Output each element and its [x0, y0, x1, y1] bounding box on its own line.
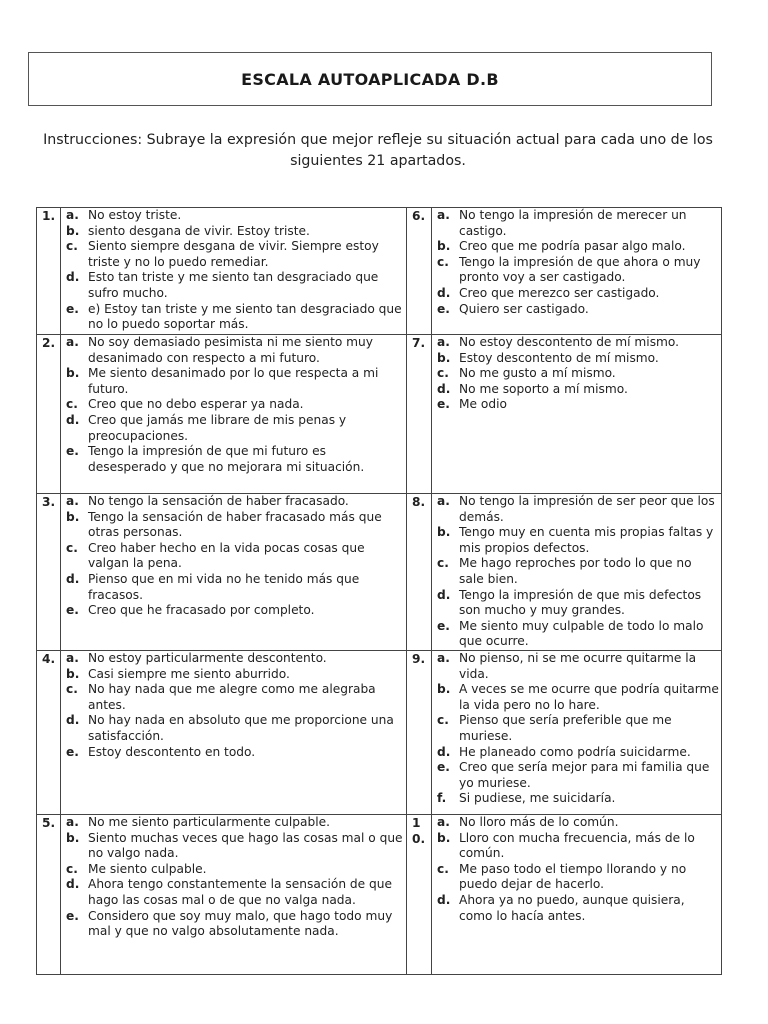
option-row[interactable]: [437, 619, 719, 650]
option-letter: a.: [66, 494, 79, 508]
option-text: e) Estoy tan triste y me siento tan desgraciado que no lo puedo soportar más.: [88, 301, 402, 332]
option-row[interactable]: [66, 366, 404, 397]
item-options: [432, 208, 722, 335]
option-row[interactable]: [66, 667, 404, 683]
option-row[interactable]: [437, 791, 719, 807]
item-number: 3.: [37, 494, 61, 651]
option-row[interactable]: [66, 603, 404, 619]
option-text: No pienso, ni se me ocurre quitarme la vida.: [459, 651, 697, 681]
option-text: No estoy descontento de mí mismo.: [459, 335, 680, 349]
option-row[interactable]: [437, 382, 719, 398]
option-row[interactable]: [437, 682, 719, 713]
item-options: [61, 208, 407, 335]
option-text: Me odio: [459, 397, 507, 412]
option-letter: b.: [66, 509, 80, 524]
option-text: Lloro con mucha frecuencia, más de lo común.: [459, 830, 695, 861]
option-letter: a.: [66, 815, 79, 829]
option-row[interactable]: [66, 494, 404, 510]
option-letter: c.: [437, 254, 449, 269]
option-letter: b.: [66, 223, 80, 238]
option-text: Pienso que en mi vida no he tenido más que fracasos.: [88, 571, 360, 602]
option-text: Creo que jamás me librare de mis penas y preocupaciones.: [88, 412, 347, 443]
option-letter: a.: [66, 651, 79, 665]
option-text: No estoy triste.: [88, 208, 182, 222]
option-text: No tengo la sensación de haber fracasado.: [88, 494, 349, 508]
option-text: No hay nada que me alegre como me alegraba antes.: [88, 682, 376, 712]
option-letter: d.: [437, 587, 451, 602]
option-row[interactable]: [66, 541, 404, 572]
option-letter: e.: [66, 744, 79, 759]
option-text: Tengo muy en cuenta mis propias faltas y mis propios defectos.: [459, 525, 714, 555]
option-row[interactable]: [437, 651, 719, 682]
option-letter: c.: [66, 397, 78, 412]
option-row[interactable]: [437, 302, 719, 318]
option-letter: c.: [66, 239, 78, 254]
option-letter: f.: [437, 791, 447, 806]
option-row[interactable]: [66, 651, 404, 667]
option-row[interactable]: [437, 745, 719, 761]
option-text: Ahora tengo constantemente la sensación de que hago las cosas mal o de que no valga nada.: [88, 877, 392, 907]
item-options: [432, 335, 722, 494]
option-text: Siento siempre desgana de vivir. Siempre estoy triste y no lo puedo remediar.: [88, 239, 379, 269]
option-text: Tengo la impresión de que mis defectos son mucho y muy grandes.: [459, 587, 702, 618]
option-row[interactable]: [437, 286, 719, 302]
option-text: No soy demasiado pesimista ni me siento muy desanimado con respecto a mi futuro.: [88, 335, 373, 365]
option-text: siento desgana de vivir. Estoy triste.: [88, 223, 310, 238]
option-letter: e.: [437, 760, 450, 775]
item-options: [61, 651, 407, 815]
table-row: [37, 494, 722, 651]
option-text: No lloro más de lo común.: [459, 815, 619, 829]
option-letter: d.: [437, 285, 451, 300]
option-row[interactable]: [437, 494, 719, 525]
option-text: Tengo la impresión de que mi futuro es desesperado y que no mejorara mi situación.: [88, 444, 365, 474]
option-text: No me siento particularmente culpable.: [88, 815, 330, 829]
table-row: [37, 208, 722, 335]
item-number: 5.: [37, 815, 61, 975]
option-row[interactable]: [437, 335, 719, 351]
option-text: Pienso que sería preferible que me muriese.: [459, 713, 672, 743]
option-row[interactable]: [437, 893, 719, 924]
option-row[interactable]: [437, 713, 719, 744]
option-text: Me siento muy culpable de todo lo malo que ocurre.: [459, 618, 704, 649]
option-letter: a.: [437, 335, 450, 349]
option-text: Ahora ya no puedo, aunque quisiera, como lo hacía antes.: [459, 892, 685, 923]
item-number: 9.: [407, 651, 432, 815]
option-row[interactable]: [437, 351, 719, 367]
option-row[interactable]: [66, 745, 404, 761]
option-row[interactable]: [437, 760, 719, 791]
item-options: [432, 815, 722, 975]
option-row[interactable]: [437, 556, 719, 587]
option-text: Me siento desanimado por lo que respecta a mi futuro.: [88, 366, 379, 396]
option-text: Creo haber hecho en la vida pocas cosas que valgan la pena.: [88, 540, 365, 571]
option-letter: b.: [66, 366, 80, 381]
option-letter: a.: [437, 494, 450, 508]
option-row[interactable]: [66, 413, 404, 444]
item-number: 6.: [407, 208, 432, 335]
option-row[interactable]: [66, 224, 404, 240]
item-options: [432, 651, 722, 815]
option-text: No tengo la impresión de ser peor que los demás.: [459, 494, 715, 524]
option-row[interactable]: [437, 815, 719, 831]
option-text: Si pudiese, me suicidaría.: [459, 791, 616, 806]
option-text: Creo que merezco ser castigado.: [459, 285, 660, 300]
option-row[interactable]: [437, 255, 719, 286]
option-letter: a.: [437, 651, 450, 665]
option-row[interactable]: [66, 815, 404, 831]
item-number: 10.: [407, 815, 432, 975]
title-box: [28, 52, 712, 106]
option-row[interactable]: [66, 862, 404, 878]
option-row[interactable]: [66, 239, 404, 270]
option-letter: b.: [437, 682, 451, 697]
option-text: No hay nada en absoluto que me proporcione una satisfacción.: [88, 713, 394, 743]
item-options: [61, 494, 407, 651]
option-letter: e.: [66, 603, 79, 618]
option-row[interactable]: [66, 302, 404, 333]
option-row[interactable]: [66, 510, 404, 541]
option-letter: d.: [66, 877, 80, 892]
option-letter: d.: [437, 892, 451, 907]
instructions-text: Instrucciones: Subraye la expresión que mejor refleje su situación actual para cada uno de los siguientes 21 apartados.: [43, 132, 713, 169]
option-letter: d.: [66, 412, 80, 427]
option-letter: d.: [437, 744, 451, 759]
option-text: Creo que sería mejor para mi familia que yo muriese.: [459, 760, 710, 790]
option-letter: c.: [66, 682, 78, 697]
item-number: 8.: [407, 494, 432, 651]
option-text: Tengo la impresión de que ahora o muy pronto voy a ser castigado.: [459, 254, 701, 285]
option-text: Estoy descontento de mí mismo.: [459, 350, 659, 365]
scale-table: [36, 207, 722, 975]
option-letter: d.: [66, 713, 80, 728]
option-text: Me hago reproches por todo lo que no sale bien.: [459, 556, 692, 586]
option-text: Estoy descontento en todo.: [88, 744, 256, 759]
option-row[interactable]: [437, 366, 719, 382]
option-letter: b.: [437, 830, 451, 845]
option-text: No me soporto a mí mismo.: [459, 381, 628, 396]
option-letter: b.: [437, 350, 451, 365]
option-row[interactable]: [437, 239, 719, 255]
option-text: Creo que me podría pasar algo malo.: [459, 239, 686, 254]
option-row[interactable]: [66, 335, 404, 366]
option-row[interactable]: [437, 397, 719, 413]
option-letter: d.: [66, 270, 80, 285]
option-row[interactable]: [437, 831, 719, 862]
option-text: He planeado como podría suicidarme.: [459, 744, 691, 759]
item-options: [61, 815, 407, 975]
option-letter: c.: [437, 861, 449, 876]
option-row[interactable]: [66, 909, 404, 940]
option-letter: c.: [437, 556, 449, 571]
option-text: Siento muchas veces que hago las cosas mal o que no valgo nada.: [88, 830, 403, 861]
option-row[interactable]: [66, 713, 404, 744]
option-letter: d.: [437, 381, 451, 396]
option-letter: c.: [66, 861, 78, 876]
option-letter: b.: [66, 830, 80, 845]
option-row[interactable]: [66, 682, 404, 713]
option-row[interactable]: [66, 444, 404, 475]
item-options: [61, 335, 407, 494]
option-text: Me paso todo el tiempo llorando y no puedo dejar de hacerlo.: [459, 861, 687, 892]
option-row[interactable]: [66, 397, 404, 413]
option-row[interactable]: [437, 525, 719, 556]
option-letter: e.: [66, 301, 79, 316]
item-options: [432, 494, 722, 651]
option-row[interactable]: [66, 831, 404, 862]
option-letter: e.: [437, 618, 450, 633]
option-row[interactable]: [437, 862, 719, 893]
option-row[interactable]: [437, 588, 719, 619]
option-letter: b.: [66, 666, 80, 681]
option-letter: c.: [437, 366, 449, 381]
option-text: A veces se me ocurre que podría quitarme la vida pero no lo hare.: [459, 682, 719, 712]
option-letter: e.: [66, 908, 79, 923]
option-text: Esto tan triste y me siento tan desgraciado que sufro mucho.: [88, 270, 379, 300]
option-letter: a.: [437, 815, 450, 829]
option-row[interactable]: [66, 270, 404, 301]
option-row[interactable]: [66, 877, 404, 908]
item-number: 7.: [407, 335, 432, 494]
option-text: No tengo la impresión de merecer un castigo.: [459, 208, 687, 238]
option-letter: b.: [437, 239, 451, 254]
table-row: [37, 335, 722, 494]
option-letter: d.: [66, 571, 80, 586]
option-text: No me gusto a mí mismo.: [459, 366, 616, 381]
item-number: 4.: [37, 651, 61, 815]
option-text: Quiero ser castigado.: [459, 301, 589, 316]
option-letter: e.: [437, 301, 450, 316]
option-row[interactable]: [66, 208, 404, 224]
table-row: [37, 651, 722, 815]
option-text: Me siento culpable.: [88, 861, 207, 876]
item-number: 2.: [37, 335, 61, 494]
table-row: [37, 815, 722, 975]
option-text: Casi siempre me siento aburrido.: [88, 666, 290, 681]
option-text: No estoy particularmente descontento.: [88, 651, 327, 665]
option-text: Creo que he fracasado por completo.: [88, 603, 315, 618]
document-title: ESCALA AUTOAPLICADA D.B: [241, 69, 499, 89]
option-letter: a.: [66, 208, 79, 222]
option-text: Creo que no debo esperar ya nada.: [88, 397, 304, 412]
item-number: 1.: [37, 208, 61, 335]
option-text: Tengo la sensación de haber fracasado más que otras personas.: [88, 509, 382, 540]
option-letter: e.: [66, 444, 79, 459]
option-letter: b.: [437, 525, 451, 540]
option-letter: a.: [66, 335, 79, 349]
option-row[interactable]: [66, 572, 404, 603]
option-row[interactable]: [437, 208, 719, 239]
option-letter: e.: [437, 397, 450, 412]
option-letter: a.: [437, 208, 450, 222]
option-letter: c.: [66, 540, 78, 555]
option-text: Considero que soy muy malo, que hago todo muy mal y que no valgo absolutamente nada.: [88, 908, 393, 939]
option-letter: c.: [437, 713, 449, 728]
